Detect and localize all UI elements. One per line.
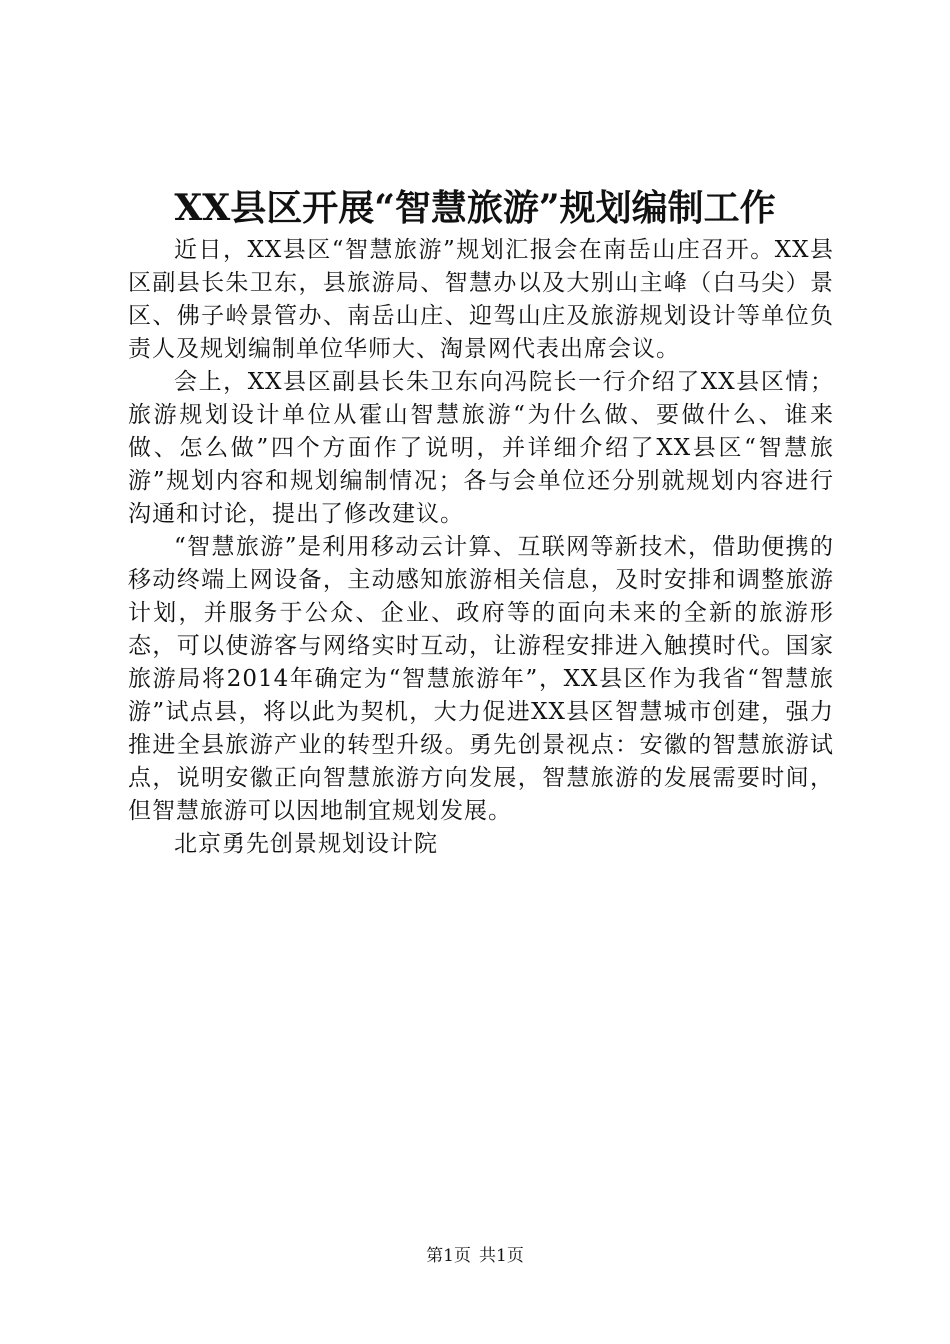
document-title: XX县区开展“智慧旅游”规划编制工作 <box>174 187 776 229</box>
paragraph-smart-tourism: “智慧旅游”是利用移动云计算、互联网等新技术，借助便携的移动终端上网设备，主动感知旅游相关信息，及时安排和调整旅游计划，并服务于公众、企业、政府等的面向未来的全新的旅游形态，可以使游客与网络实时互动，让游程安排进入触摸时代。国家旅游局将2014年确定为“智慧旅游年”，XX县区作为我省“智慧旅游”试点县，将以此为契机，大力促进XX县区智慧城市创建，强力推进全县旅游产业的转型升级。勇先创景视点：安徽的智慧旅游试点，说明安徽正向智慧旅游方向发展，智慧旅游的发展需要时间，但智慧旅游可以因地制宜规划发展。 <box>128 534 834 824</box>
paragraph-intro: 近日，XX县区“智慧旅游”规划汇报会在南岳山庄召开。XX县区副县长朱卫东，县旅游局、智慧办以及大别山主峰（白马尖）景区、佛子岭景管办、南岳山庄、迎驾山庄及旅游规划设计等单位负责人及规划编制单位华师大、淘景网代表出席会议。 <box>128 237 834 362</box>
page-number: 第1页 <box>426 1246 471 1266</box>
signature: 北京勇先创景规划设计院 <box>174 831 438 857</box>
page-footer <box>0 1244 950 1268</box>
document-body <box>128 234 834 861</box>
page-total: 共1页 <box>479 1246 524 1266</box>
paragraph-meeting: 会上，XX县区副县长朱卫东向冯院长一行介绍了XX县区情；旅游规划设计单位从霍山智慧旅游“为什么做、要做什么、谁来做、怎么做”四个方面作了说明，并详细介绍了XX县区“智慧旅游”规划内容和规划编制情况；各与会单位还分别就规划内容进行沟通和讨论，提出了修改建议。 <box>128 369 834 527</box>
